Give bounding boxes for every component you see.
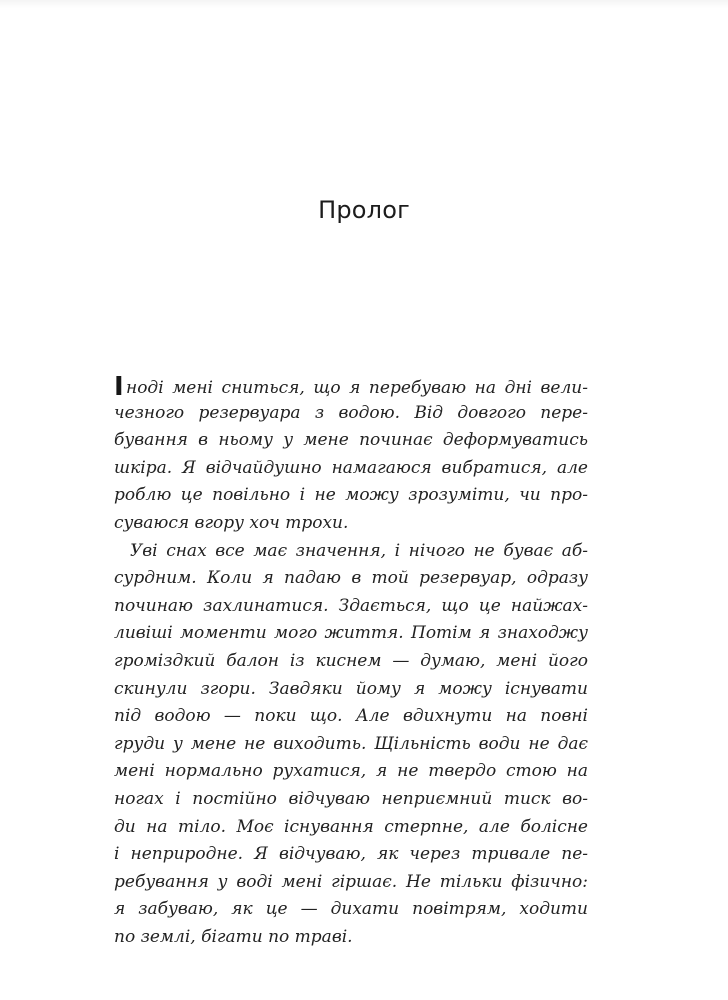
paragraph-2-line-7: під водою — поки що. Але вдихнути на повні bbox=[114, 706, 588, 727]
paragraph-2-line-5: громіздкий балон із киснем — думаю, мені його bbox=[114, 650, 588, 671]
paragraph-1-line-1 bbox=[114, 372, 588, 400]
paragraph-1-line-2: чезного резервуара з водою. Від довгого пере- bbox=[114, 402, 588, 423]
paragraph-2-line-1: Уві снах все має значення, і нічого не буває аб- bbox=[130, 540, 588, 561]
paragraph-1-line-3: бування в ньому у мене починає деформуватись bbox=[114, 430, 588, 451]
chapter-title: Пролог bbox=[318, 196, 410, 224]
paragraph-1-line-5: роблю це повільно і не можу зрозуміти, чи про- bbox=[114, 485, 588, 506]
paragraph-2-line-14: я забуваю, як це — дихати повітрям, ходити bbox=[114, 899, 588, 920]
paragraph-2-line-13: ребування у воді мені гіршає. Не тільки фізично: bbox=[114, 871, 588, 892]
drop-cap: І bbox=[114, 372, 124, 400]
paragraph-2-line-15: по землі, бігати по траві. bbox=[114, 926, 353, 947]
paragraph-2-line-12: і неприродне. Я відчуваю, як через тривале пе- bbox=[114, 844, 588, 865]
paragraph-2-line-9: мені нормально рухатися, я не твердо стою на bbox=[114, 761, 588, 782]
paragraph-2-line-6: скинули згори. Завдяки йому я можу існувати bbox=[114, 678, 588, 699]
body-text bbox=[114, 372, 588, 951]
page-top-edge bbox=[0, 0, 728, 8]
paragraph-1-line-6: суваюся вгору хоч трохи. bbox=[114, 512, 349, 533]
paragraph-2-line-8: груди у мене не виходить. Щільність води не дає bbox=[114, 733, 588, 754]
paragraph-2-line-11: ди на тіло. Моє існування стерпне, але болісне bbox=[114, 816, 588, 837]
paragraph-1-line-1-text: ноді мені сниться, що я перебуваю на дні вели- bbox=[126, 378, 588, 398]
paragraph-2-line-3: починаю захлинатися. Здається, що це найжах- bbox=[114, 595, 588, 616]
paragraph-2-line-4: ливіші моменти мого життя. Потім я знаходжу bbox=[114, 623, 588, 644]
paragraph-2-line-2: сурдним. Коли я падаю в той резервуар, одразу bbox=[114, 568, 588, 589]
paragraph-2-line-10: ногах і постійно відчуваю неприємний тиск во- bbox=[114, 788, 588, 809]
paragraph-1-line-4: шкіра. Я відчайдушно намагаюся вибратися, але bbox=[114, 457, 588, 478]
